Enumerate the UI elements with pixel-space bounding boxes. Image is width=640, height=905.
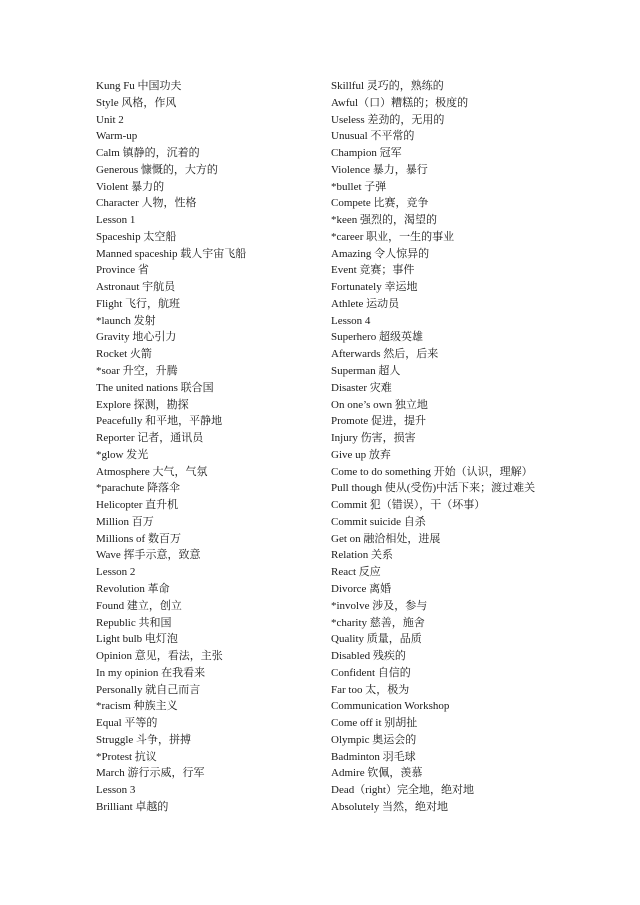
vocabulary-entry: Commit suicide 自杀 — [331, 515, 426, 528]
vocabulary-entry: Event 竞赛；事件 — [331, 264, 415, 277]
vocabulary-entry: Helicopter 直升机 — [96, 499, 179, 512]
vocabulary-entry: Lesson 1 — [96, 214, 136, 227]
vocabulary-entry: Promote 促进，提升 — [331, 415, 427, 428]
vocabulary-entry: Athlete 运动员 — [331, 297, 400, 310]
vocabulary-entry: Revolution 革命 — [96, 582, 170, 595]
vocabulary-entry: The united nations 联合国 — [96, 381, 214, 394]
vocabulary-entry: Badminton 羽毛球 — [331, 750, 416, 763]
vocabulary-entry: Unit 2 — [96, 113, 124, 126]
vocabulary-entry: Flight 飞行，航班 — [96, 297, 181, 310]
vocabulary-entry: Equal 平等的 — [96, 717, 158, 730]
vocabulary-entry: Confident 自信的 — [331, 666, 411, 679]
vocabulary-entry: Relation 关系 — [331, 549, 394, 562]
vocabulary-entry: Manned spaceship 载人宇宙飞船 — [96, 247, 247, 260]
vocabulary-entry: Province 省 — [96, 264, 149, 277]
vocabulary-entry: Reporter 记者，通讯员 — [96, 432, 204, 445]
vocabulary-entry: React 反应 — [331, 566, 381, 579]
vocabulary-entry: Rocket 火箭 — [96, 348, 152, 361]
vocabulary-entry: Style 风格，作风 — [96, 96, 177, 109]
vocabulary-entry: Superhero 超级英雄 — [331, 331, 423, 344]
vocabulary-entry: Calm 镇静的，沉着的 — [96, 147, 200, 160]
vocabulary-entry: March 游行示威，行军 — [96, 767, 205, 780]
vocabulary-entry: Skillful 灵巧的，熟练的 — [331, 80, 444, 92]
vocabulary-entry: Come to do something 开始（认识，理解） — [331, 465, 533, 478]
vocabulary-entry: Opinion 意见，看法，主张 — [96, 650, 223, 663]
vocabulary-entry: Violent 暴力的 — [96, 180, 165, 193]
vocabulary-entry: *career 职业，一生的事业 — [331, 230, 455, 243]
vocabulary-entry: Give up 放弃 — [331, 448, 391, 461]
vocabulary-entry: Come off it 别胡扯 — [331, 717, 418, 730]
vocabulary-entry: Absolutely 当然，绝对地 — [331, 800, 449, 813]
vocabulary-entry: *glow 发光 — [96, 448, 149, 461]
vocabulary-entry: *bullet 子弹 — [331, 180, 387, 193]
vocabulary-entry: *keen 强烈的，渴望的 — [331, 214, 438, 227]
vocabulary-entry: *launch 发射 — [96, 314, 156, 327]
vocabulary-entry: *soar 升空，升腾 — [96, 365, 178, 378]
vocabulary-entry: Lesson 2 — [96, 566, 136, 579]
vocabulary-entry: Awful（口）糟糕的；极度的 — [331, 96, 469, 109]
vocabulary-entry: Disaster 灾难 — [331, 381, 392, 394]
vocabulary-entry: *parachute 降落伞 — [96, 482, 180, 495]
vocabulary-entry: Compete 比赛，竞争 — [331, 197, 429, 210]
vocabulary-entry: Pull though 使从(受伤)中活下来；渡过难关 — [331, 482, 536, 495]
vocabulary-entry: Communication Workshop — [331, 700, 450, 713]
left-vocabulary-column — [96, 78, 316, 816]
vocabulary-entry: Lesson 4 — [331, 314, 371, 327]
vocabulary-entry: On one’s own 独立地 — [331, 398, 428, 411]
vocabulary-entry: Peacefully 和平地，平静地 — [96, 415, 223, 428]
vocabulary-entry: Violence 暴力，暴行 — [331, 163, 428, 176]
vocabulary-entry: Kung Fu 中国功夫 — [96, 80, 182, 92]
vocabulary-entry: *charity 慈善，施舍 — [331, 616, 425, 629]
vocabulary-entry: Explore 探测，勘探 — [96, 398, 189, 411]
vocabulary-entry: Atmosphere 大气，气氛 — [96, 465, 208, 478]
vocabulary-entry: *Protest 抗议 — [96, 750, 157, 763]
vocabulary-entry: Found 建立，创立 — [96, 599, 182, 612]
vocabulary-entry: Warm-up — [96, 130, 138, 143]
vocabulary-entry: Lesson 3 — [96, 784, 136, 797]
vocabulary-entry: Fortunately 幸运地 — [331, 281, 418, 294]
vocabulary-entry: *racism 种族主义 — [96, 700, 178, 713]
vocabulary-entry: Get on 融洽相处，进展 — [331, 532, 441, 545]
vocabulary-entry: Millions of 数百万 — [96, 532, 181, 545]
vocabulary-entry: Amazing 令人惊异的 — [331, 247, 430, 260]
vocabulary-entry: In my opinion 在我看来 — [96, 666, 206, 679]
vocabulary-entry: Champion 冠军 — [331, 147, 402, 160]
vocabulary-entry: Wave 挥手示意，致意 — [96, 549, 201, 562]
vocabulary-entry: Quality 质量，品质 — [331, 633, 422, 646]
vocabulary-entry: Admire 钦佩，羡慕 — [331, 767, 423, 780]
vocabulary-entry: Afterwards 然后，后来 — [331, 348, 439, 361]
vocabulary-entry: Injury 伤害，损害 — [331, 432, 416, 445]
vocabulary-entry: Million 百万 — [96, 515, 154, 528]
vocabulary-entry: Useless 差劲的，无用的 — [331, 113, 445, 126]
vocabulary-entry: Far too 太，极为 — [331, 683, 410, 696]
vocabulary-entry: Light bulb 电灯泡 — [96, 633, 178, 646]
vocabulary-entry: Brilliant 卓越的 — [96, 800, 169, 813]
vocabulary-entry: Personally 就自己而言 — [96, 683, 201, 696]
vocabulary-entry: Struggle 斗争，拼搏 — [96, 733, 192, 746]
vocabulary-entry: Olympic 奥运会的 — [331, 733, 417, 746]
vocabulary-entry: Character 人物，性格 — [96, 197, 197, 210]
vocabulary-entry: Divorce 离婚 — [331, 582, 392, 595]
vocabulary-entry: Astronaut 宇航员 — [96, 281, 176, 294]
vocabulary-entry: Gravity 地心引力 — [96, 331, 177, 344]
vocabulary-entry: Dead（right）完全地，绝对地 — [331, 784, 474, 797]
vocabulary-entry: Superman 超人 — [331, 365, 401, 378]
vocabulary-entry: Generous 慷慨的，大方的 — [96, 163, 218, 176]
vocabulary-entry: Commit 犯（错误），干（坏事） — [331, 499, 486, 512]
vocabulary-entry: Unusual 不平常的 — [331, 130, 415, 143]
vocabulary-entry: Spaceship 太空船 — [96, 230, 177, 243]
right-vocabulary-column — [331, 78, 571, 816]
vocabulary-entry: Disabled 残疾的 — [331, 650, 406, 663]
vocabulary-entry: *involve 涉及，参与 — [331, 599, 428, 612]
vocabulary-entry: Republic 共和国 — [96, 616, 172, 629]
